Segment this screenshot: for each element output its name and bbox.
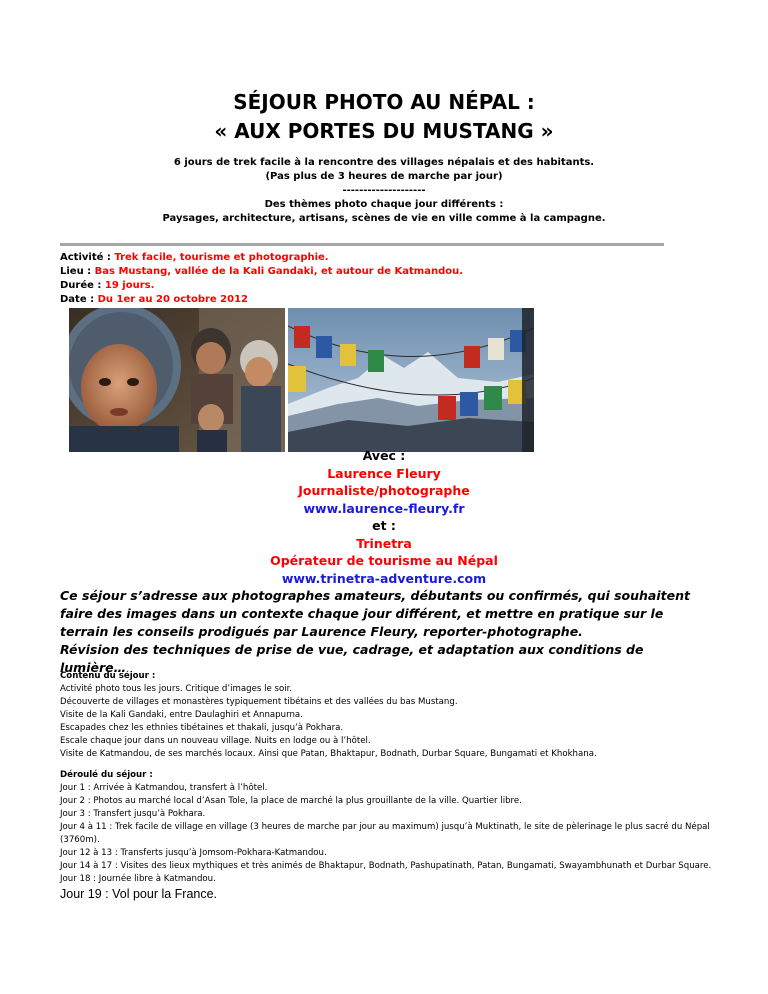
et-label: et : <box>372 518 396 533</box>
date-value: Du 1er au 20 octobre 2012 <box>97 294 249 305</box>
list-item: Jour 18 : Journée libre à Katmandou. <box>60 874 216 884</box>
guide-role: Journaliste/photographe <box>298 483 470 498</box>
page-title <box>0 88 768 146</box>
lieu-value: Bas Mustang, vallée de la Kali Gandaki, et autour de Katmandou. <box>94 266 464 277</box>
contenu-section <box>60 670 720 761</box>
title-line-1: SÉJOUR PHOTO AU NÉPAL : <box>233 90 535 114</box>
intro-line-4: Des thèmes photo chaque jour différents : <box>264 199 504 210</box>
list-item: Visite de la Kali Gandaki, entre Daulaghiri et Annapurna. <box>60 710 303 720</box>
lead-para-1: Ce séjour s’adresse aux photographes amateurs, débutants ou confirmés, qui souhaitent faire des images dans un contexte chaque jour différent, et mettre en pratique sur le terrain les conseils prodigués par Laurence Fleury, reporter-photographe. <box>60 588 690 639</box>
date-label: Date : <box>60 294 98 305</box>
avec-block <box>0 447 768 587</box>
intro-line-2: (Pas plus de 3 heures de marche par jour) <box>265 171 503 182</box>
intro-line-1: 6 jours de trek facile à la rencontre des villages népalais et des habitants. <box>173 157 595 168</box>
operator-website-link[interactable]: www.trinetra-adventure.com <box>281 570 487 586</box>
list-item: Jour 2 : Photos au marché local d’Asan Tole, la place de marché la plus grouillante de la ville. Quartier libre. <box>60 796 522 806</box>
prayer-flags-photo <box>288 308 534 452</box>
lead-paragraph <box>60 587 710 677</box>
list-item: Jour 1 : Arrivée à Katmandou, transfert à l’hôtel. <box>60 783 268 793</box>
activite-label: Activité : <box>60 252 115 263</box>
list-item: Jour 3 : Transfert jusqu’à Pokhara. <box>60 809 206 819</box>
activite-value: Trek facile, tourisme et photographie. <box>114 252 329 263</box>
intro-line-5: Paysages, architecture, artisans, scènes de vie en ville comme à la campagne. <box>162 213 606 224</box>
list-item-last: Jour 19 : Vol pour la France. <box>60 887 218 901</box>
date-row <box>60 293 463 307</box>
intro-separator: -------------------- <box>342 185 426 196</box>
children-photo <box>69 308 285 452</box>
lead-para-2: Révision des techniques de prise de vue, cadrage, et adaptation aux conditions de lumière… <box>60 642 644 675</box>
lieu-label: Lieu : <box>60 266 95 277</box>
operator-role: Opérateur de tourisme au Népal <box>270 553 498 568</box>
contenu-heading: Contenu du séjour : <box>60 671 156 681</box>
list-item: Découverte de villages et monastères typiquement tibétains et des vallées du bas Mustang. <box>60 697 458 707</box>
title-line-2: « AUX PORTES DU MUSTANG » <box>214 119 554 143</box>
horizontal-rule <box>60 243 664 246</box>
avec-label: Avec : <box>362 448 406 463</box>
deroule-section <box>60 769 720 902</box>
list-item: Jour 12 à 13 : Transferts jusqu’à Jomsom-Pokhara-Katmandou. <box>60 848 327 858</box>
duree-label: Durée : <box>60 280 105 291</box>
activite-row <box>60 251 463 265</box>
list-item: Escapades chez les ethnies tibétaines et thakali, jusqu’à Pokhara. <box>60 723 344 733</box>
list-item: Jour 4 à 11 : Trek facile de village en village (3 heures de marche par jour au maximum) jusqu’à Muktinath, le site de pèlerinage le plus sacré du Népal (3760m). <box>60 822 710 845</box>
operator-name: Trinetra <box>356 535 412 551</box>
guide-website-link[interactable]: www.laurence-fleury.fr <box>303 500 465 516</box>
duree-value: 19 jours. <box>104 280 155 291</box>
lieu-row <box>60 265 463 279</box>
intro-block <box>0 156 768 226</box>
list-item: Visite de Katmandou, de ses marchés locaux. Ainsi que Patan, Bhaktapur, Bodnath, Durbar Square, Bungamati et Khokhana. <box>60 749 597 759</box>
list-item: Jour 14 à 17 : Visites des lieux mythiques et très animés de Bhaktapur, Bodnath, Pashupatinath, Patan, Bungamati, Swayambhunath et Durbar Square. <box>60 861 712 871</box>
duree-row <box>60 279 463 293</box>
deroule-heading: Déroulé du séjour : <box>60 770 153 780</box>
list-item: Activité photo tous les jours. Critique d’images le soir. <box>60 684 293 694</box>
list-item: Escale chaque jour dans un nouveau village. Nuits en lodge ou à l’hôtel. <box>60 736 371 746</box>
guide-name: Laurence Fleury <box>327 465 441 481</box>
trip-details <box>60 251 463 307</box>
